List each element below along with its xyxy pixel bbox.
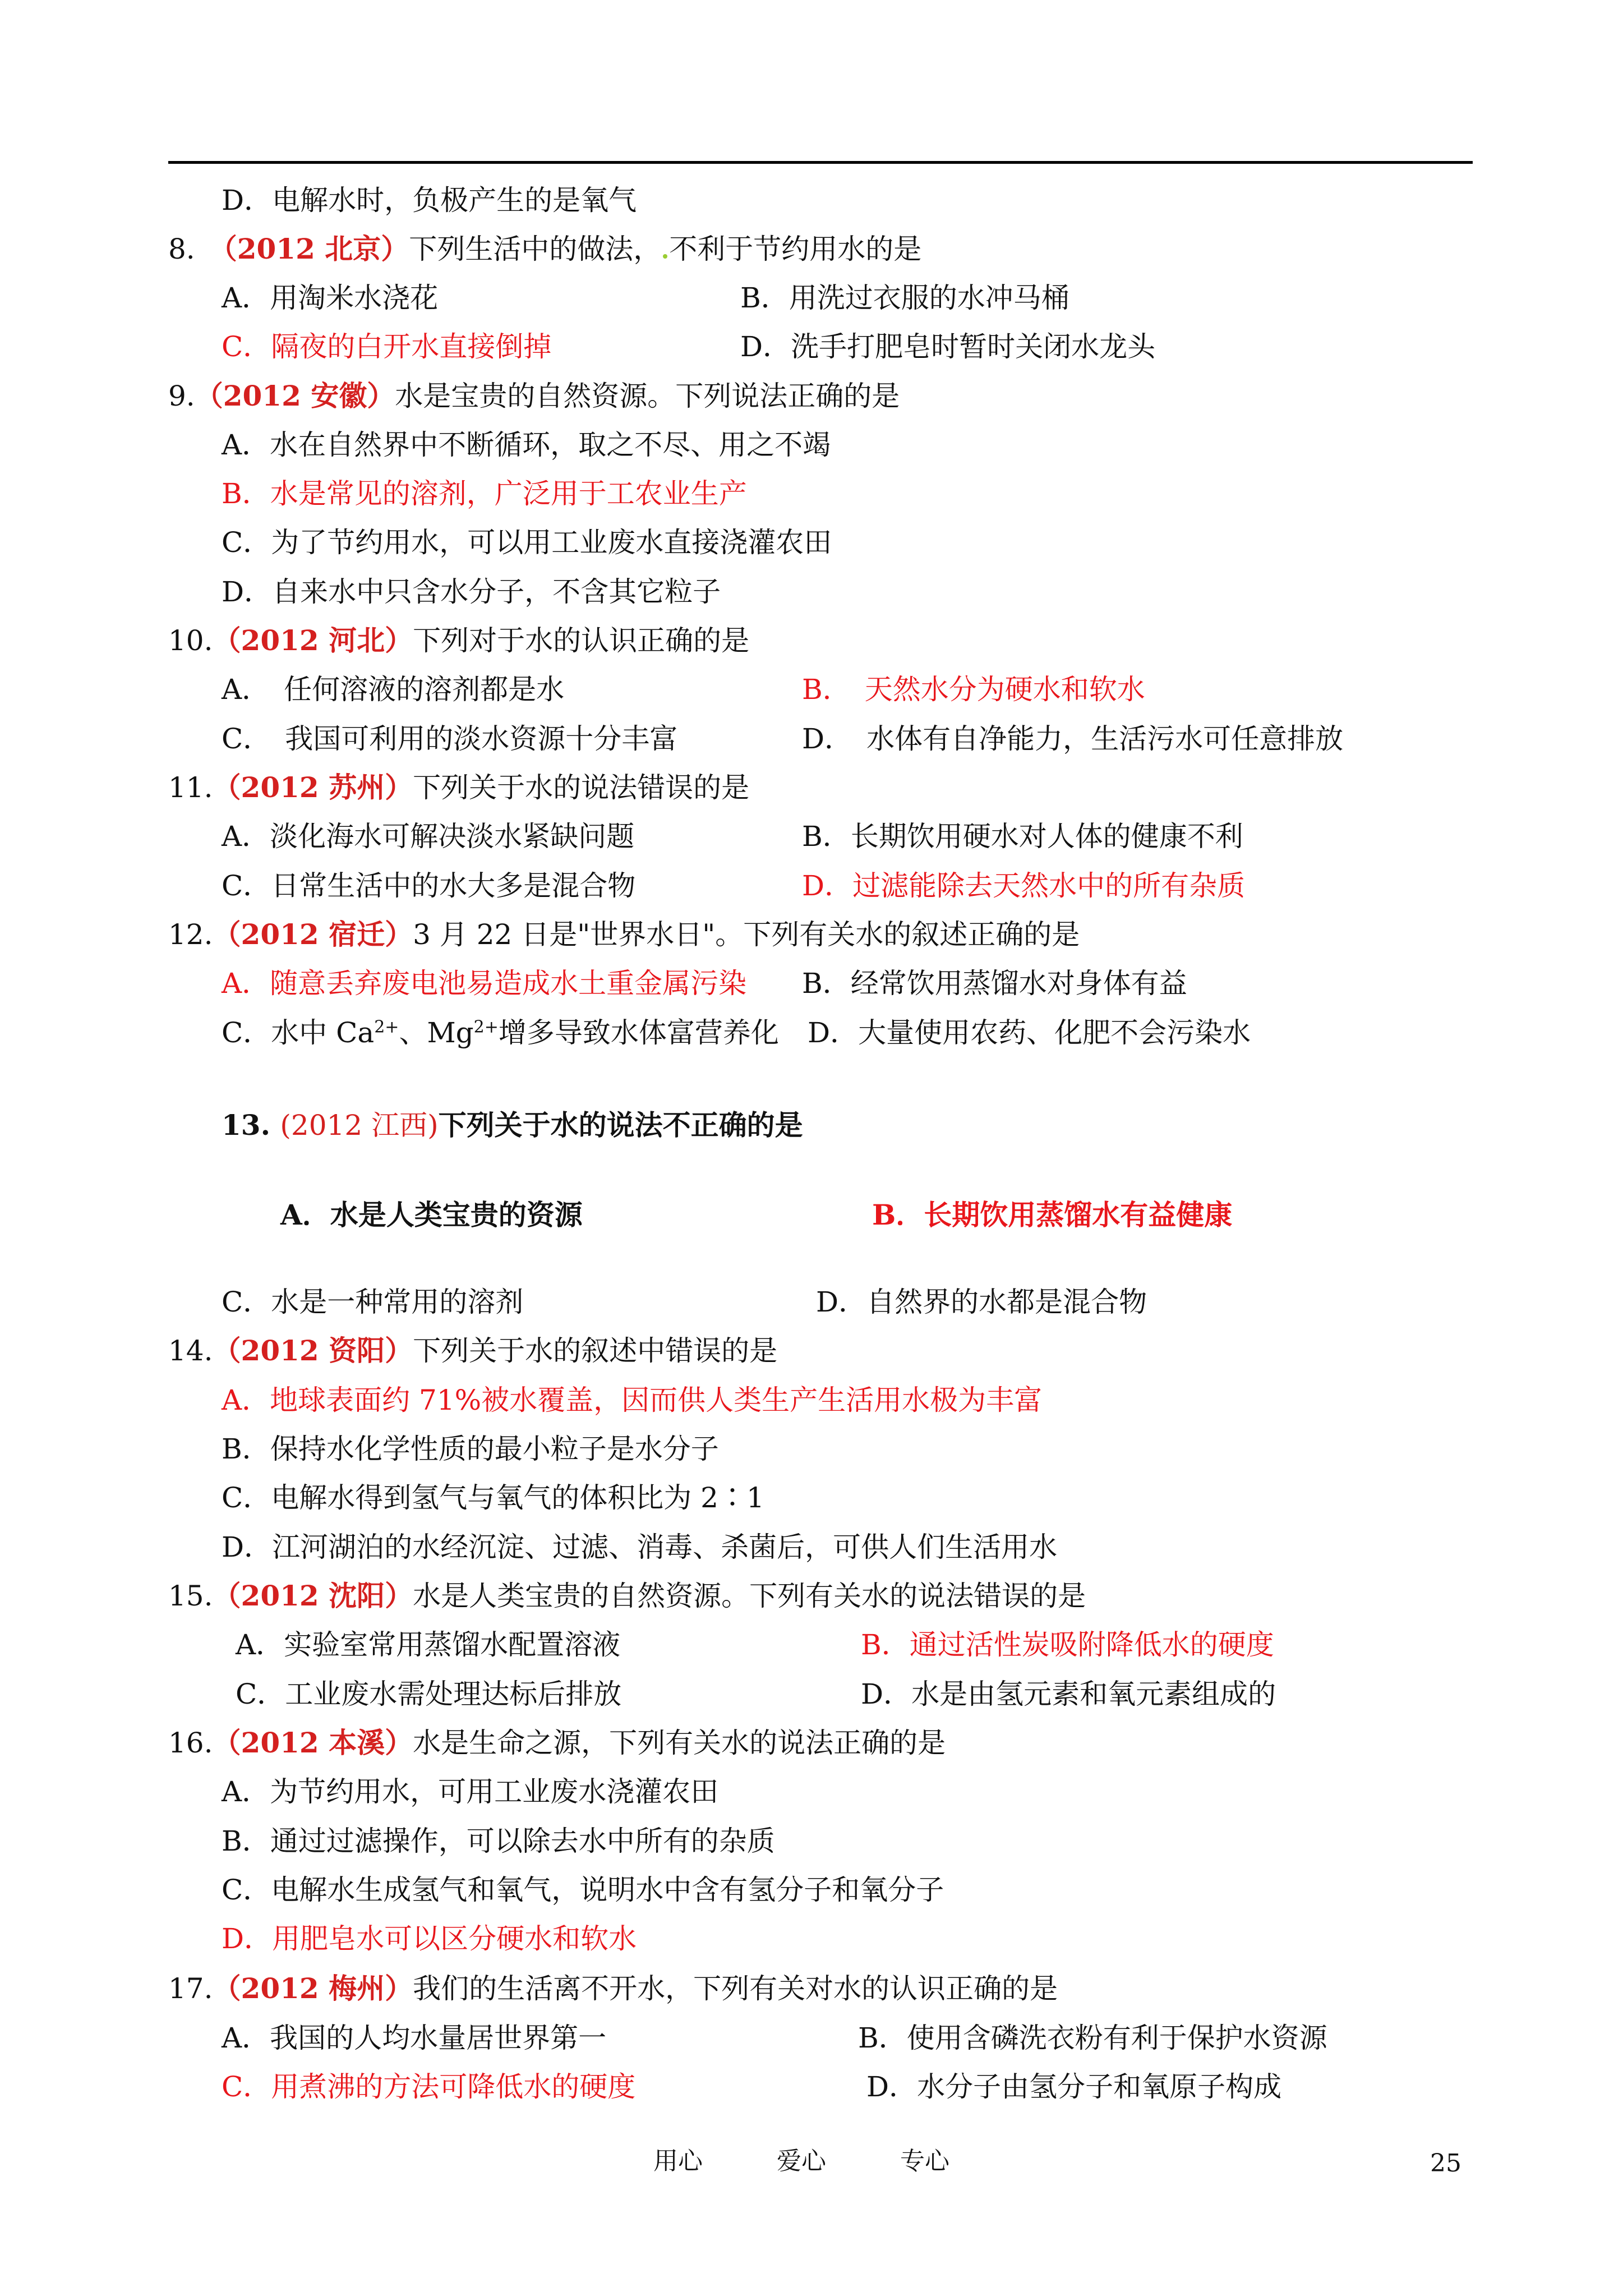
q11-option-b: B．长期饮用硬水对人体的健康不利 — [802, 820, 1243, 853]
q10-option-b: B． 天然水分为硬水和软水 — [802, 673, 1145, 706]
q9-number: 9. — [168, 380, 195, 412]
q12-stem-text: 3 月 22 日是"世界水日"。下列有关水的叙述正确的是 — [413, 918, 1080, 951]
q12-option-c-part1: C．水中 Ca — [222, 1016, 375, 1049]
q10-option-d: D． 水体有自净能力，生活污水可任意排放 — [802, 723, 1344, 755]
q10-stem-text: 下列对于水的认识正确的是 — [413, 624, 750, 657]
q12-stem — [168, 917, 1080, 952]
q17-option-b: B．使用含磷洗衣粉有利于保护水资源 — [858, 2022, 1327, 2054]
q16-stem-text: 水是生命之源，下列有关水的说法正确的是 — [413, 1727, 946, 1759]
q9-option-d: D．自来水中只含水分子，不含其它粒子 — [222, 576, 721, 608]
q14-source-tag: （2012 资阳） — [213, 1334, 413, 1367]
q11-option-c: C．日常生活中的水大多是混合物 — [222, 869, 636, 902]
page-number: 25 — [1430, 2149, 1461, 2178]
footer-motto: 用心 爱心 专心 — [653, 2147, 949, 2175]
q10-stem — [168, 623, 749, 658]
q8-option-a: A．用淘米水浇花 — [222, 282, 439, 314]
q14-option-c: C．电解水得到氢气与氧气的体积比为 2∶1 — [222, 1481, 764, 1514]
q12-option-a: A．随意丢弃废电池易造成水土重金属污染 — [222, 967, 747, 1000]
q12-number: 12. — [168, 918, 213, 951]
q13-source-tag: (2012 江西) — [280, 1109, 439, 1142]
q12-option-c-part2: 、Mg — [399, 1016, 474, 1049]
q8-option-d: D．洗手打肥皂时暂时关闭水龙头 — [740, 330, 1156, 363]
q14-stem — [168, 1333, 777, 1368]
q12-option-d: D．大量使用农药、化肥不会污染水 — [808, 1016, 1251, 1049]
q12-option-c-charge1: 2+ — [374, 1017, 399, 1037]
q16-option-c: C．电解水生成氢气和氧气，说明水中含有氢分子和氧分子 — [222, 1874, 944, 1906]
q9-stem-text: 水是宝贵的自然资源。下列说法正确的是 — [395, 380, 900, 412]
q16-option-a: A．为节约用水，可用工业废水浇灌农田 — [222, 1775, 719, 1808]
q15-source-tag: （2012 沈阳） — [213, 1579, 413, 1612]
q15-number: 15. — [168, 1580, 213, 1612]
q11-option-a: A．淡化海水可解决淡水紧缺问题 — [222, 820, 635, 853]
q9-option-c: C．为了节约用水，可以用工业废水直接浇灌农田 — [222, 526, 832, 559]
q17-source-tag: （2012 梅州） — [213, 1972, 413, 2005]
q12-option-c-part3: 增多导致水体富营养化 — [498, 1016, 779, 1049]
q7-option-d: D．电解水时，负极产生的是氧气 — [222, 184, 637, 217]
q10-option-c: C． 我国可利用的淡水资源十分丰富 — [222, 723, 678, 755]
q17-number: 17. — [168, 1972, 213, 2005]
q16-stem — [168, 1726, 946, 1760]
header-rule — [168, 161, 1473, 164]
q13-number: 13. — [222, 1108, 270, 1142]
q13-option-d: D．自然界的水都是混合物 — [816, 1286, 1147, 1318]
q17-option-c: C．用煮沸的方法可降低水的硬度 — [222, 2070, 636, 2103]
q10-number: 10. — [168, 624, 213, 657]
q16-option-d: D．用肥皂水可以区分硬水和软水 — [222, 1922, 637, 1955]
q10-source-tag: （2012 河北） — [213, 624, 413, 657]
q15-option-a: A．实验室常用蒸馏水配置溶液 — [236, 1628, 621, 1661]
q11-source-tag: （2012 苏州） — [213, 771, 413, 804]
q9-stem — [168, 379, 900, 413]
q11-stem-text: 下列关于水的说法错误的是 — [413, 771, 750, 804]
q8-number: 8. — [168, 233, 195, 265]
q15-option-d: D．水是由氢元素和氧元素组成的 — [861, 1678, 1276, 1710]
q9-source-tag: （2012 安徽） — [195, 379, 395, 412]
q15-option-b: B．通过活性炭吸附降低水的硬度 — [861, 1628, 1274, 1661]
q14-stem-text: 下列关于水的叙述中错误的是 — [413, 1335, 778, 1367]
q8-stem-a: 下列生活中的做法 — [409, 233, 634, 265]
q13-option-c: C．水是一种常用的溶剂 — [222, 1286, 524, 1318]
q12-option-c-charge2: 2+ — [473, 1017, 499, 1037]
q13-stem — [222, 1108, 803, 1143]
q15-stem — [168, 1579, 1086, 1613]
q12-source-tag: （2012 宿迁） — [213, 918, 413, 951]
q8-stray-dot — [663, 254, 667, 259]
q11-number: 11. — [168, 771, 213, 804]
q14-option-b: B．保持水化学性质的最小粒子是水分子 — [222, 1433, 719, 1465]
q16-number: 16. — [168, 1727, 213, 1759]
q11-option-d: D．过滤能除去天然水中的所有杂质 — [802, 869, 1246, 902]
q13-stem-text: 下列关于水的说法不正确的是 — [438, 1108, 803, 1142]
q12-option-b: B．经常饮用蒸馏水对身体有益 — [802, 967, 1187, 1000]
q8-stem-b: 不利于节约用水的是 — [669, 233, 922, 265]
q14-option-a: A．地球表面约 71%被水覆盖，因而供人类生产生活用水极为丰富 — [222, 1384, 1043, 1416]
q15-stem-text: 水是人类宝贵的自然资源。下列有关水的说法错误的是 — [413, 1580, 1086, 1612]
q15-option-c: C．工业废水需处理达标后排放 — [236, 1678, 622, 1710]
q12-option-c — [222, 1015, 779, 1050]
q11-stem — [168, 770, 749, 805]
q8-source-tag: （2012 北京） — [223, 232, 409, 265]
q13-option-a: A．水是人类宝贵的资源 — [280, 1198, 583, 1231]
q16-option-b: B．通过过滤操作，可以除去水中所有的杂质 — [222, 1825, 775, 1857]
q17-option-d: D．水分子由氢分子和氧原子构成 — [866, 2070, 1282, 2103]
q16-source-tag: （2012 本溪） — [213, 1726, 413, 1759]
q14-number: 14. — [168, 1335, 213, 1367]
q17-stem — [168, 1971, 1058, 2006]
q13-option-b: B．长期饮用蒸馏水有益健康 — [872, 1198, 1233, 1231]
q8-option-c: C．隔夜的白开水直接倒掉 — [222, 330, 552, 363]
q9-option-b: B．水是常见的溶剂，广泛用于工农业生产 — [222, 477, 747, 510]
q14-option-d: D．江河湖泊的水经沉淀、过滤、消毒、杀菌后，可供人们生活用水 — [222, 1531, 1058, 1563]
q17-stem-text: 我们的生活离不开水，下列有关对水的认识正确的是 — [413, 1972, 1058, 2005]
q9-option-a: A．水在自然界中不断循环，取之不尽、用之不竭 — [222, 429, 831, 461]
q10-option-a: A． 任何溶液的溶剂都是水 — [222, 673, 565, 706]
q8-stem: 8. （2012 北京）下列生活中的做法， 不利于节约用水的是 — [168, 232, 922, 265]
q8-option-b: B．用洗过衣服的水冲马桶 — [740, 282, 1069, 314]
q17-option-a: A．我国的人均水量居世界第一 — [222, 2022, 607, 2054]
